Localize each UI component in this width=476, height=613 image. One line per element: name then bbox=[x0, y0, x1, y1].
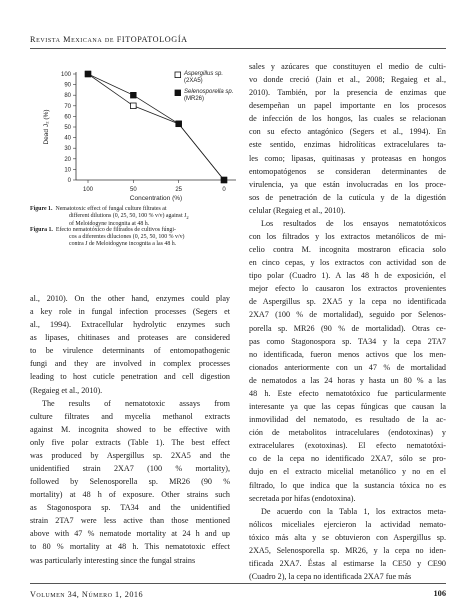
body-column-spanish bbox=[249, 60, 446, 583]
legend-label: (2XA5) bbox=[184, 78, 203, 84]
caption-es-line: Efecto nematotóxico de filtrados de cultivos fúngi- bbox=[55, 227, 176, 233]
legend-marker bbox=[175, 72, 181, 78]
text-line: 2XA5, Selenosporella sp. MR26, y la cepa no iden- bbox=[249, 545, 446, 555]
text-line: dujo en el extracto micelial metanólico y no en el bbox=[249, 467, 446, 477]
text-line: desempeñan un papel importante en los procesos bbox=[249, 101, 446, 111]
y-tick-label: 30 bbox=[64, 146, 71, 153]
text-line: filtrado, lo que indica que la sustancia tóxica no es bbox=[249, 480, 446, 490]
text-line: was particularly interesting since the fungal strains bbox=[30, 555, 196, 565]
text-line: con los filtrados y los extractos metanólicos de mi- bbox=[249, 232, 446, 242]
text-line: tóxico más alta y se obtuvieron con Aspergillus sp. bbox=[249, 532, 446, 542]
y-tick-label: 60 bbox=[64, 114, 71, 121]
text-line: against M. incognita showed to be effective with bbox=[30, 424, 230, 434]
text-line: no identificada, fueron menos activos que los men- bbox=[249, 349, 446, 359]
text-line: as lipases, chitinases and proteases are considered bbox=[30, 333, 230, 343]
text-line: al., 2010). On the other hand, enzymes could play bbox=[30, 294, 230, 303]
y-tick-label: 20 bbox=[64, 156, 71, 163]
text-line: 48 h. Este efecto nematotóxico fue particularmente bbox=[249, 388, 446, 398]
data-point bbox=[221, 177, 227, 183]
text-line: porella sp. MR26 (90 % de mortalidad). Otras ce- bbox=[249, 323, 446, 333]
chart-series bbox=[85, 71, 227, 183]
caption-en-label: Figure 1. bbox=[30, 206, 53, 212]
text-line: pas como Stagonospora sp. TA34 y la cepa 2TA7 bbox=[249, 336, 446, 346]
text-line: cionados anteriormente con un 47 % de mortalidad bbox=[249, 362, 446, 372]
text-line: only five polar extracts (Table 1). The best effect bbox=[30, 437, 230, 447]
text-line: este sentido, enzimas hidrolíticas extracelulares ta- bbox=[249, 140, 446, 150]
header-r: R bbox=[30, 35, 37, 44]
text-line: 2010). También, por la presencia de enzimas que bbox=[249, 88, 446, 98]
text-line: mortality) at 48 h of exposure. Other strains such bbox=[30, 490, 230, 500]
text-line: tificada 2XA7. Éstas al estimarse la CE50 y CE90 bbox=[249, 558, 446, 568]
chart-legend bbox=[175, 71, 233, 102]
text-line: nólicos miceliales ejercieron la actividad nemato- bbox=[249, 519, 446, 529]
text-line: sales y azúcares que constituyen el medio de culti- bbox=[249, 62, 446, 71]
chart-yticks bbox=[61, 72, 76, 184]
text-line: celio contra M. incognita mostraron eficacia solo bbox=[249, 245, 446, 255]
text-line: de infección de los hongos, las cuales se relacionan bbox=[249, 114, 446, 124]
text-line: de Aspergillus sp. 2XA5 y la cepa no identificada bbox=[249, 297, 446, 307]
text-line: above with 47 % nematode mortality at 24 h and up bbox=[30, 529, 230, 539]
text-line: sos de penetración de la cutícula y de la digestión bbox=[249, 192, 446, 202]
legend-marker bbox=[175, 90, 181, 96]
page-number: 106 bbox=[433, 589, 446, 598]
y-tick-label: 70 bbox=[64, 103, 71, 110]
footer-volume-text: Volumen 34, Número 1, 2016 bbox=[30, 590, 144, 599]
figure-caption-es bbox=[30, 227, 230, 248]
text-line: mejor efecto lo causaron los extractos provenientes bbox=[249, 284, 446, 294]
text-line: con su efecto antagónico (Segers et al., 1994). En bbox=[249, 127, 446, 137]
text-line: strain 2TA7 were less active than those mentioned bbox=[30, 516, 230, 526]
header-fitopatologia: FITOPATOLOGÍA bbox=[116, 35, 188, 44]
text-line: 2XA7 (100 % de mortalidad), seguido por Selenos- bbox=[249, 310, 446, 320]
y-tick-label: 90 bbox=[64, 82, 71, 89]
y-tick-label: 50 bbox=[64, 125, 71, 131]
chart-ylabel: Dead J₂ (%) bbox=[43, 109, 50, 145]
text-line: (Cuadro 2), la cepa no identificada 2XA7 fue más bbox=[249, 572, 412, 582]
text-line: inmovilidad del nematodo, es resultado de la ac- bbox=[249, 415, 446, 425]
text-line: (Regaieg et al., 2010). bbox=[30, 385, 103, 395]
text-line: de nematodos a las 24 horas y hasta un 80 % a las bbox=[249, 375, 446, 385]
text-line: tipo polar (Cuadro 1). A las 48 h de exposición, el bbox=[249, 271, 446, 281]
data-point bbox=[131, 92, 137, 98]
text-line: ción de metabolitos intracelulares (endotoxinas) y bbox=[249, 428, 446, 438]
text-line: al., 1994). Extracellular hydrolytic enzymes such bbox=[30, 320, 230, 330]
text-line: a key role in fungal infection processes (Segers et bbox=[30, 307, 230, 317]
chart-xticks bbox=[83, 180, 226, 193]
caption-es-line: contra J de Meloidogyne incognita a las 48 h. bbox=[69, 241, 177, 248]
text-line: fungi and they are involved in complex processes bbox=[30, 359, 230, 369]
text-line: followed by Selenosporella sp. MR26 (90 % bbox=[30, 477, 230, 487]
x-tick-label: 50 bbox=[129, 187, 137, 193]
y-tick-label: 40 bbox=[64, 135, 71, 142]
header-exicana: exicana bbox=[71, 35, 103, 44]
caption-en-line: Nematotoxic effect of fungal culture filtrates at bbox=[55, 206, 167, 212]
running-header bbox=[30, 35, 188, 44]
body-column-english bbox=[30, 292, 230, 567]
text-line: to 80 % mortality at 48 h. This nematotoxic effect bbox=[30, 542, 230, 552]
data-point bbox=[131, 103, 137, 109]
x-tick-label: 100 bbox=[82, 187, 94, 193]
text-line: was produced by Aspergillus sp. 2XA5 and the bbox=[30, 450, 230, 460]
text-line: en cinco cepas, y los extractos con actividad son de bbox=[249, 258, 446, 268]
x-tick-label: 0 bbox=[222, 187, 226, 193]
y-tick-label: 100 bbox=[60, 72, 71, 78]
header-m: M bbox=[63, 35, 72, 44]
text-line: leading to host cuticle penetration and cell digestion bbox=[30, 372, 230, 382]
chart-xlabel: Concentration (%) bbox=[129, 195, 183, 202]
caption-en-line: different dilutions (0, 25, 50, 100 % v/v) against J bbox=[69, 213, 187, 220]
text-line: co de la cepa no identificado 2XA7, sólo se pro- bbox=[249, 454, 446, 464]
y-tick-label: 10 bbox=[64, 167, 71, 174]
text-line: unidentified strain 2XA7 (100 % mortality), bbox=[30, 464, 230, 474]
y-tick-label: 0 bbox=[67, 178, 71, 184]
figure-caption-en: Figure 1. Nematotoxic effect of fungal culture filtrates at different dilutions (0, 25, 50, 100 % v/v) against $J_2$ of Meloidogyne incognita at 48 h. bbox=[30, 206, 189, 228]
text-line: entomopatógenos se consideran determinantes de bbox=[249, 166, 446, 176]
data-point bbox=[85, 71, 91, 77]
legend-label: Selenosporella sp. bbox=[184, 89, 234, 95]
text-line: secretada por hifas (endotoxina). bbox=[249, 493, 356, 503]
text-line: to be virulence determinants of entomopathogenic bbox=[30, 346, 230, 356]
y-tick-label: 80 bbox=[64, 93, 71, 100]
text-line: celular (Regaieg et al., 2010). bbox=[249, 205, 346, 215]
text-line: as Stagonospora sp. TA34 and the unidentified bbox=[30, 503, 230, 513]
text-line: interesante ya que las cepas fúngicas que causan la bbox=[249, 402, 446, 412]
text-line: De acuerdo con la Tabla 1, los extractos meta- bbox=[261, 506, 446, 516]
header-de: de bbox=[104, 35, 115, 44]
text-line: The results of nematotoxic assays from bbox=[42, 398, 230, 408]
footer-volume bbox=[30, 590, 143, 599]
footer-rule bbox=[30, 583, 446, 584]
caption-en-line: of Meloidogyne incognita at 48 h. bbox=[69, 221, 150, 228]
x-tick-label: 25 bbox=[175, 187, 183, 193]
legend-label: Aspergillus sp. bbox=[184, 71, 224, 77]
header-evista: evista bbox=[36, 35, 61, 44]
data-point bbox=[176, 121, 182, 127]
text-line: virulencia, ya que están involucradas en los proce- bbox=[249, 179, 446, 189]
text-line: culture filtrates and mycelia methanol extracts bbox=[30, 411, 230, 421]
header-rule bbox=[30, 48, 446, 49]
text-line: vo donde creció (Jain et al., 2008; Regaieg et al., bbox=[249, 75, 446, 85]
text-line: extracelulares (exotoxinas). El efecto nematotóxi- bbox=[249, 441, 446, 451]
figure-1-chart bbox=[30, 62, 240, 202]
text-line: Los resultados de los ensayos nematotóxicos bbox=[261, 218, 446, 228]
caption-es-label: Figura 1. bbox=[30, 227, 53, 233]
text-line: les como; lipasas, quitinasas y proteasas en hongos bbox=[249, 153, 446, 163]
caption-es-line: cos a diferentes diluciones (0, 25, 50, 100 % v/v) bbox=[69, 234, 185, 241]
legend-label: (MR26) bbox=[184, 96, 205, 102]
